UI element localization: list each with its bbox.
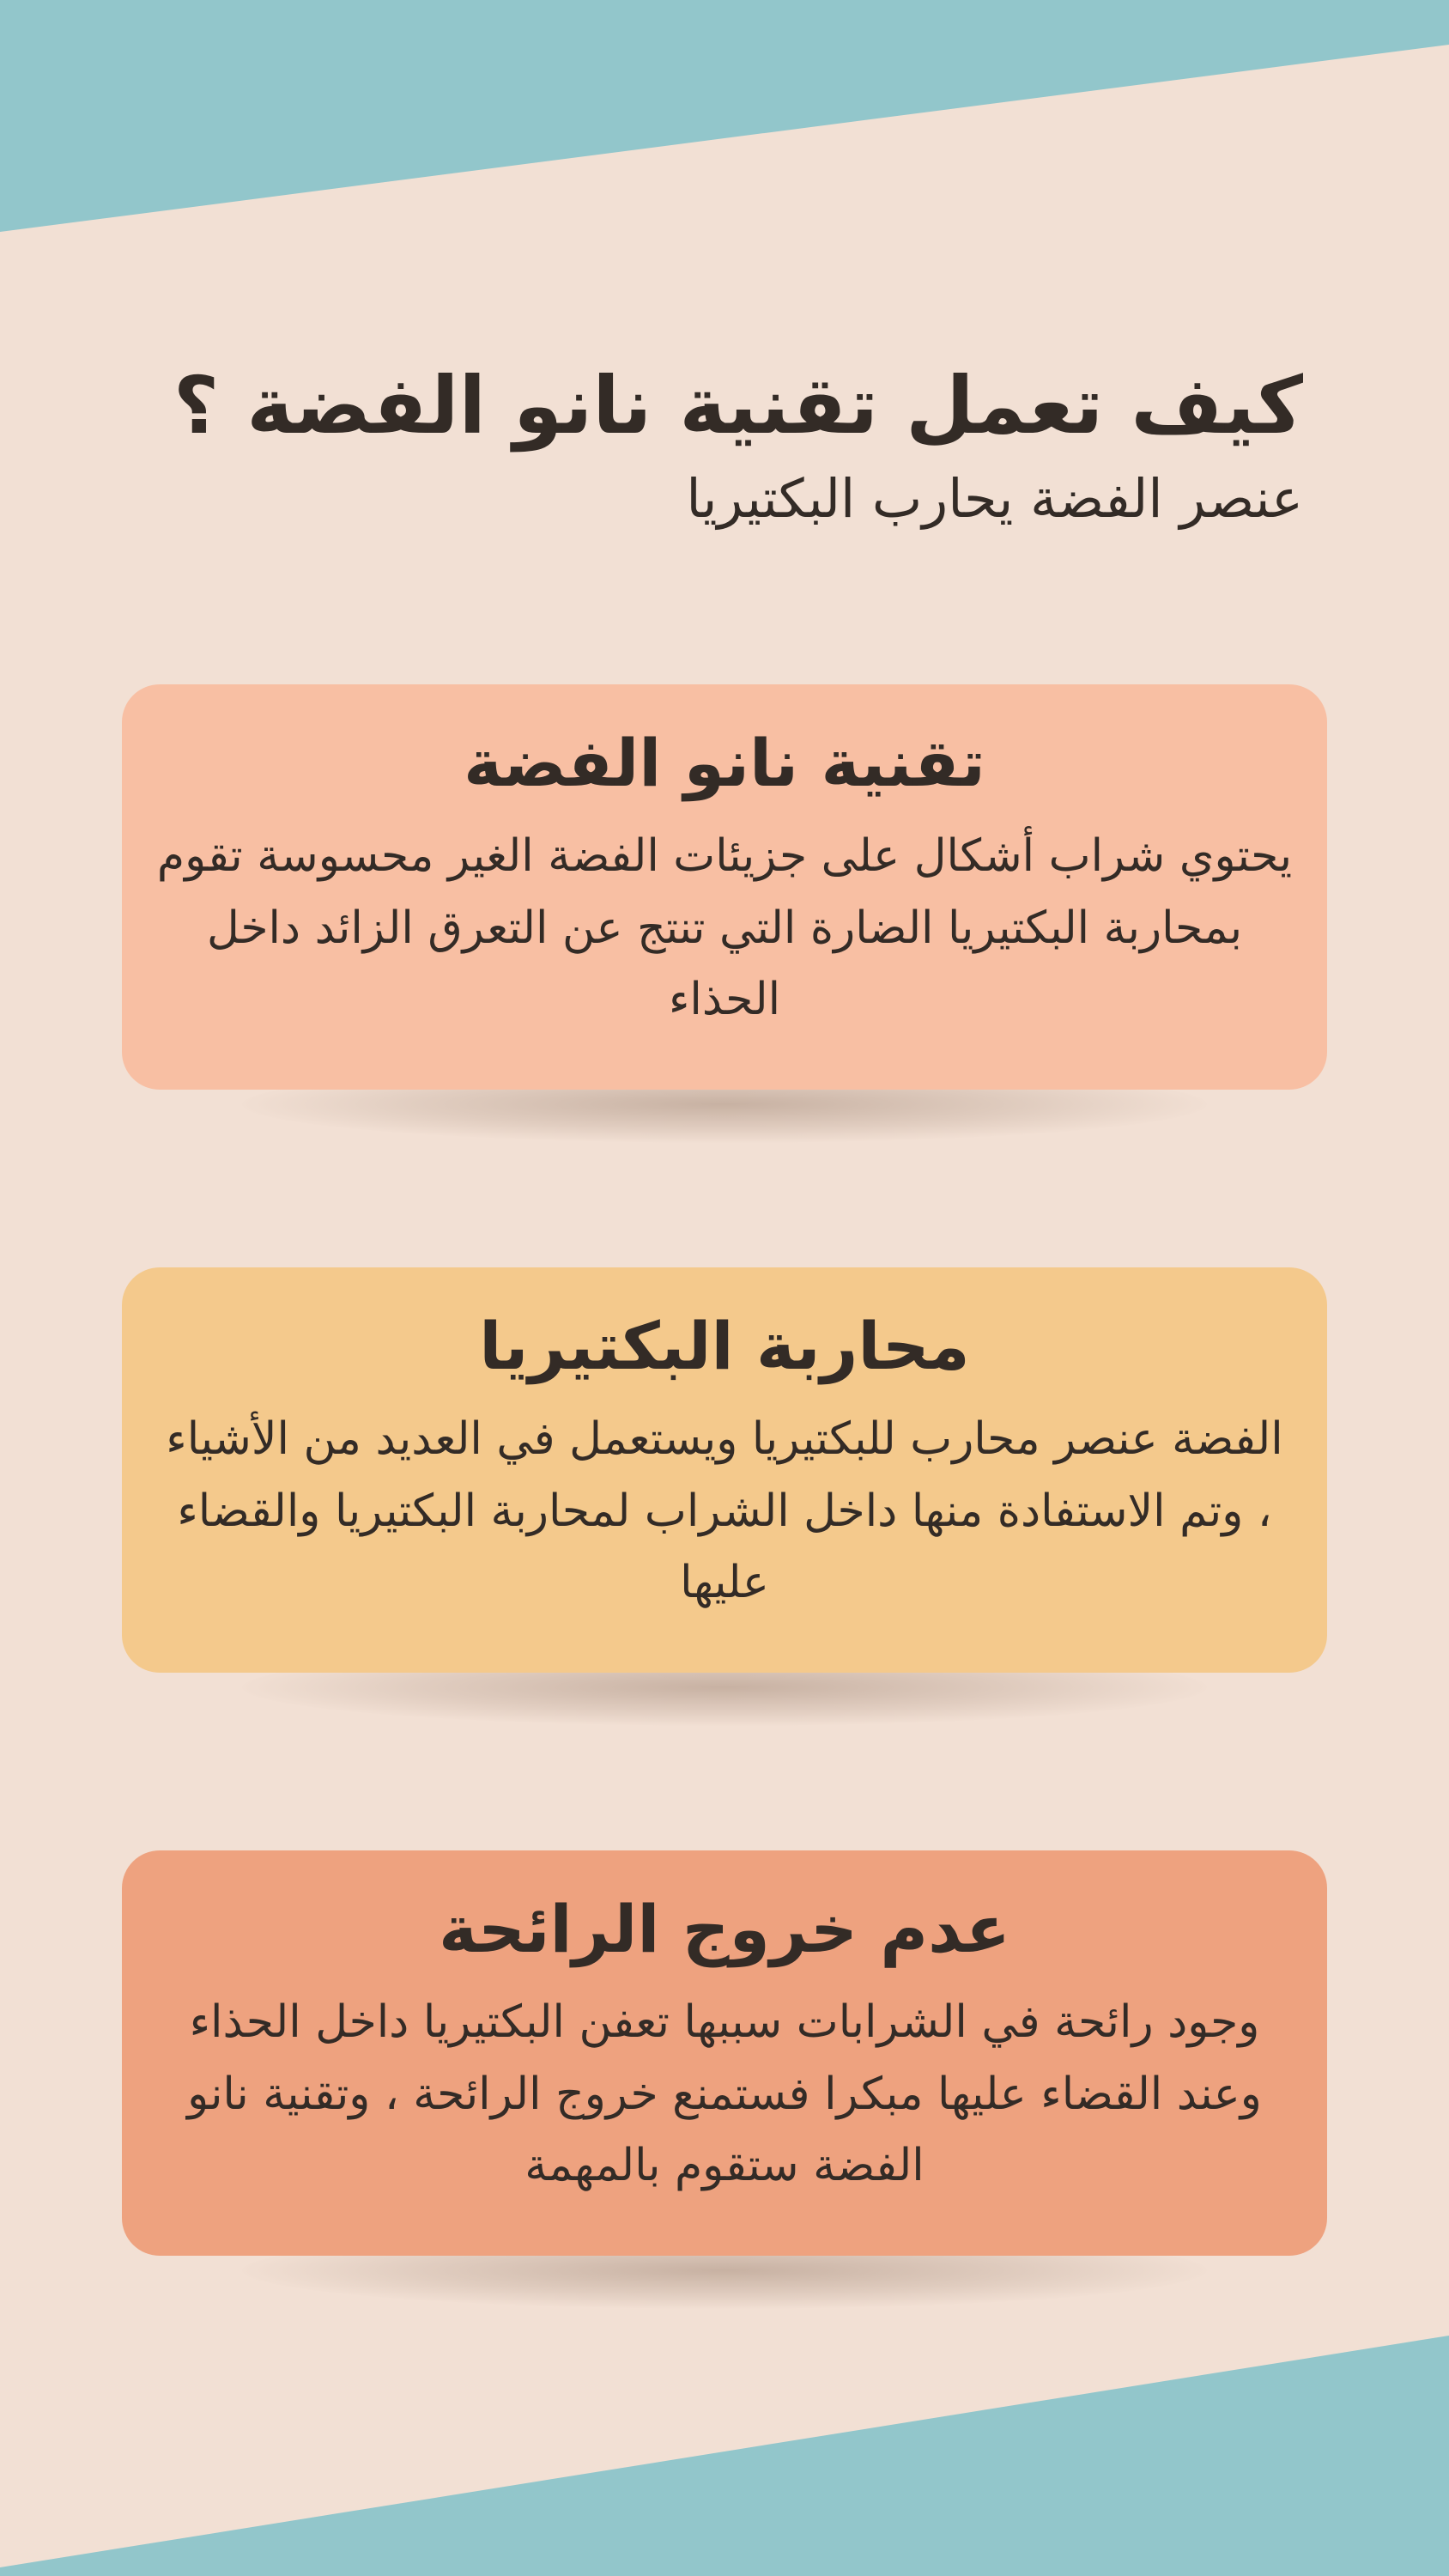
header <box>144 361 1303 531</box>
card-text: وجود رائحة في الشرابات سببها تعفن البكتيريا داخل الحذاء وعند القضاء عليها مبكرا فستمنع خروج الرائحة ، وتقنية نانو الفضة ستقوم بالمهمة <box>187 1996 1262 2191</box>
card-fighting-bacteria <box>122 1267 1327 1673</box>
card-title: تقنية نانو الفضة <box>464 725 985 801</box>
card-body <box>122 1850 1327 2256</box>
card-text: يحتوي شراب أشكال على جزيئات الفضة الغير محسوسة تقوم بمحاربة البكتيريا الضارة التي تنتج عن التعرق الزائد داخل الحذاء <box>156 830 1293 1025</box>
card-title: عدم خروج الرائحة <box>439 1891 1010 1967</box>
page-title: كيف تعمل تقنية نانو الفضة ؟ <box>173 360 1303 452</box>
card-text: الفضة عنصر محارب للبكتيريا ويستعمل في العديد من الأشياء ، وتم الاستفادة منها داخل الشراب لمحاربة البكتيريا والقضاء عليها <box>166 1413 1283 1608</box>
card-no-odor <box>122 1850 1327 2256</box>
top-accent-band <box>0 0 1449 232</box>
card-body <box>122 1267 1327 1673</box>
bottom-accent-band <box>0 2336 1449 2576</box>
card-body <box>122 684 1327 1090</box>
page-subtitle: عنصر الفضة يحارب البكتيريا <box>686 466 1303 530</box>
card-silver-nano-tech <box>122 684 1327 1090</box>
card-title: محاربة البكتيريا <box>479 1308 970 1384</box>
